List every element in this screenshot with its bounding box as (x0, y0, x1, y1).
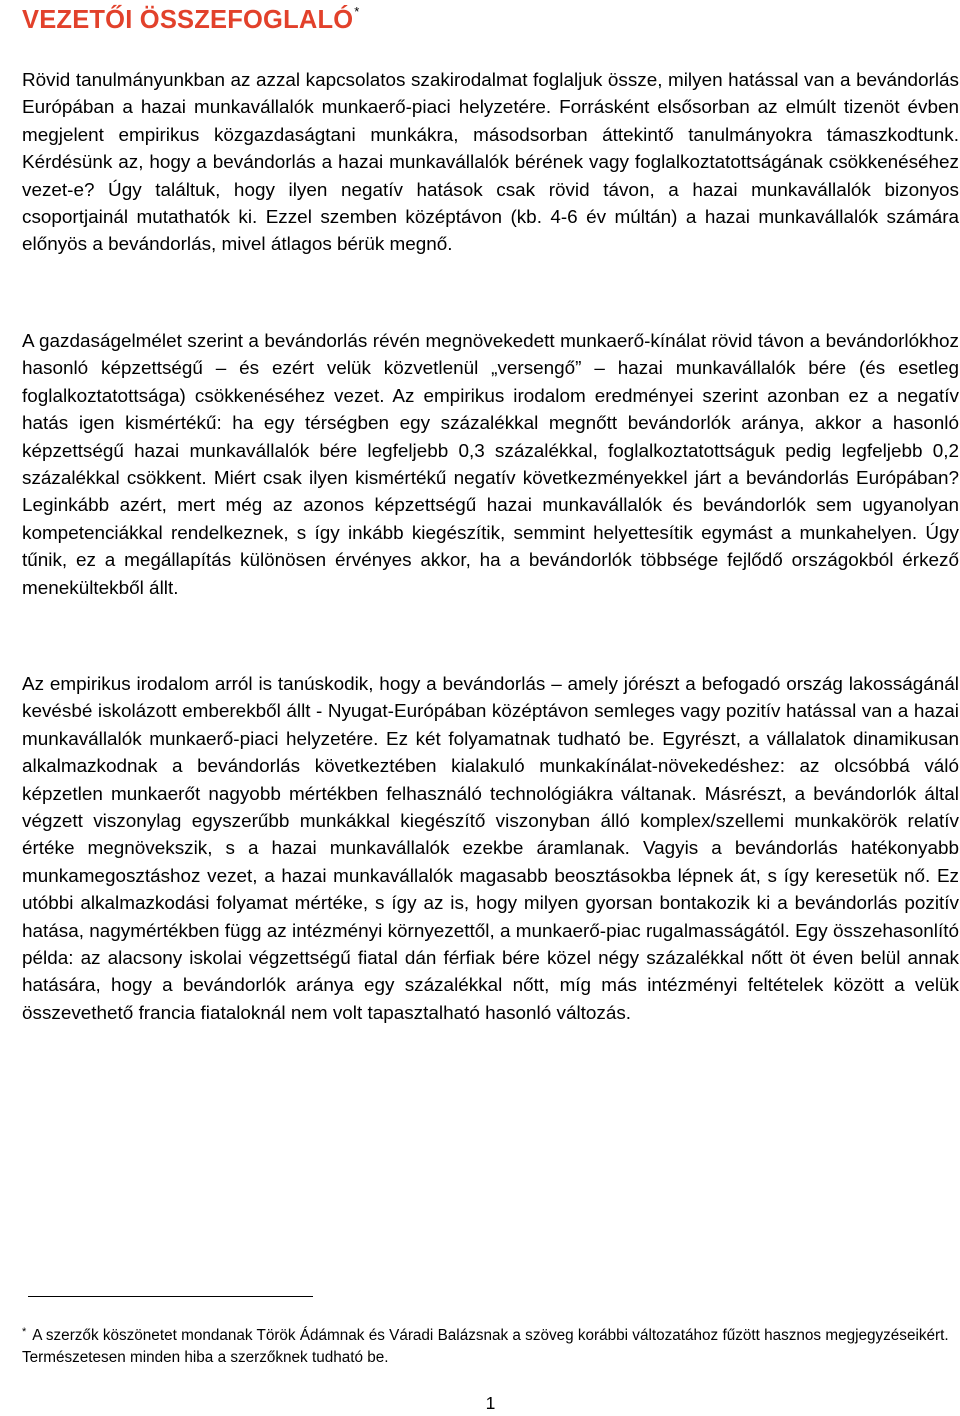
body-paragraph-2: A gazdaságelmélet szerint a bevándorlás révén megnövekedett munkaerő-kínálat rövid távon a bevándorlókhoz hasonló képzettségű – és ezért velük közvetlenül „versengő” – hazai munkavállalók bére (és esetleg foglalkoztatottsága) csökkenéséhez vezet. Az empirikus irodalom eredményei szerint azonban ez a negatív hatás igen kismértékű: ha egy térségben egy százalékkal megnőtt bevándorlók aránya, akkor a hasonló képzettségű hazai munkavállalók bére legfeljebb 0,3 százalékkal, foglalkoztatottságuk pedig legfeljebb 0,2 százalékkal csökkent. Miért csak ilyen kismértékű negatív következményekkel járt a bevándorlás Európában? Leginkább azért, mert még az azonos képzettségű hazai munkavállalók és bevándorlók sem ugyanolyan kompetenciákkal rendelkeznek, s így inkább kiegészítik, semmint helyettesítik egymást a munkahelyen. Úgy tűnik, ez a megállapítás különösen érvényes akkor, ha a bevándorlók többsége fejlődő országokból érkező menekültekből állt. (22, 331, 959, 599)
page-number: 1 (485, 1393, 496, 1413)
body-paragraph-1: Rövid tanulmányunkban az azzal kapcsolatos szakirodalmat foglaljuk össze, milyen hatással van a bevándorlás Európában a hazai munkavállalók munkaerő-piaci helyzetére. Forrásként elsősorban az elmúlt tizenöt évben megjelent empirikus közgazdaságtani munkákra, másodsorban áttekintő tanulmányokra támaszkodtunk. Kérdésünk az, hogy a bevándorlás a hazai munkavállalók bérének vagy foglalkoztatottságának csökkenéséhez vezet-e? Úgy találtuk, hogy ilyen negatív hatások csak rövid távon, a hazai munkavállalók bizonyos csoportjainál mutathatók ki. Ezzel szemben középtávon (kb. 4-6 év múltán) a hazai munkavállalók számára előnyös a bevándorlás, mivel átlagos bérük megnő. (22, 70, 959, 256)
body-paragraph-3: Az empirikus irodalom arról is tanúskodik, hogy a bevándorlás – amely jórészt a befogadó ország lakosságánál kevésbé iskolázott emberekből állt - Nyugat-Európában középtávon semleges vagy pozitív hatással van a hazai munkavállalók munkaerő-piaci helyzetére. Ez két folyamatnak tudható be. Egyrészt, a vállalatok dinamikusan alkalmazkodnak a bevándorlás következtében kialakuló munkakínálat-növekedéshez: az olcsóbbá váló képzetlen munkaerőt nagyobb mértékben felhasználó technológiákra váltanak. Másrészt, a bevándorlók által végzett viszonylag egyszerűbb munkákkal kiegészítő viszonyban álló komplex/szellemi munkakörök relatív értéke megnövekszik, s a hazai munkavállalók ezekbe áramlanak. Vagyis a bevándorlás hatékonyabb munkamegosztáshoz vezet, a hazai munkavállalók magasabb beosztásokba lépnek át, s így keresetük nő. Ez utóbbi alkalmazkodási folyamat mértéke, s így az is, hogy milyen gyorsan bontakozik ki a bevándorlás pozitív hatása, nagymértékben függ az intézményi környezettől, a munkaerő-piac rugalmasságától. Egy összehasonlító példa: az alacsony iskolai végzettségű fiatal dán férfiak bére közel négy százalékkal nőtt öt éven belül annak hatására, hogy a bevándorlók aránya egy százalékkal nőtt, míg más intézményi feltételek között a velük összevethető francia fiataloknál nem volt tapasztalható hasonló változás. (22, 674, 959, 1024)
title-text: VEZETŐI ÖSSZEFOGLALÓ (22, 6, 354, 34)
footnote-text: A szerzők köszönetet mondanak Török Ádámnak és Váradi Balázsnak a szöveg korábbi változatához fűzött hasznos megjegyzéseikért. Természetesen minden hiba a szerzőknek tudható be. (22, 1327, 949, 1367)
footnote (22, 1325, 959, 1369)
footnote-separator (28, 1296, 313, 1297)
page-title (22, 6, 360, 35)
title-footnote-marker: * (354, 4, 360, 19)
footnote-marker: * (22, 1326, 27, 1338)
